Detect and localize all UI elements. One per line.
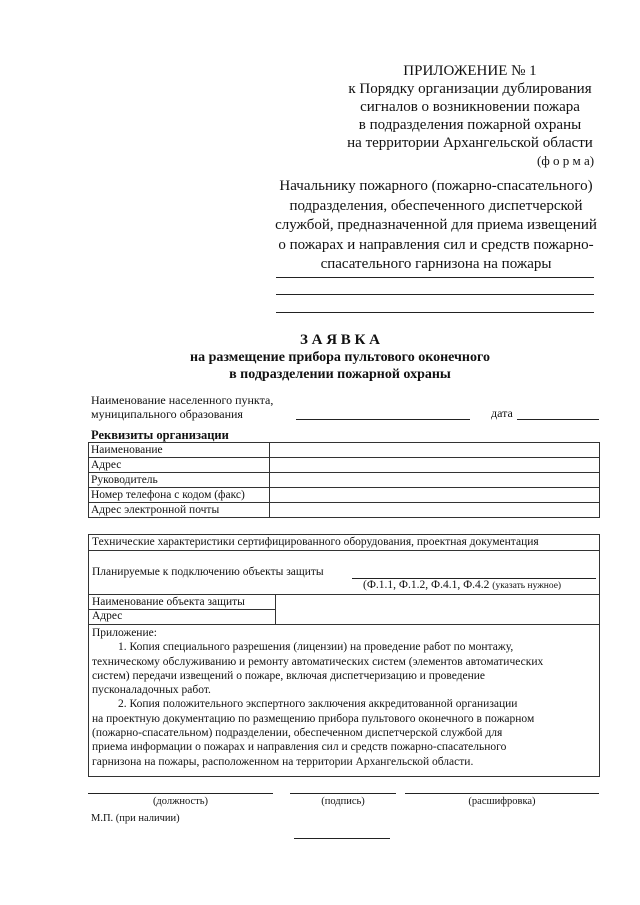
attachment-line: пусконаладочных работ. [92, 684, 211, 697]
attachment-line: (пожарно-спасательном) подразделении, обеспеченном диспетчерской службой для [92, 727, 503, 740]
addressee-line: службой, предназначенной для приема извещений [275, 217, 597, 233]
attachment-line: 1. Копия специального разрешения (лицензии) на проведение работ по монтажу, [118, 641, 514, 654]
specs-row [89, 535, 599, 551]
object-name-label: Наименование объекта защиты [92, 596, 245, 608]
table-row [89, 458, 600, 473]
object-address-label: Адрес [92, 610, 123, 622]
requisite-label: Наименование [89, 443, 270, 458]
attachments [92, 626, 596, 769]
form-mark: (ф о р м а) [537, 153, 595, 168]
object-value-cell[interactable] [275, 595, 600, 624]
appendix-block [330, 62, 610, 152]
heading-title: З А Я В К А [299, 332, 381, 348]
appendix-line: к Порядку организации дублирования [348, 81, 592, 97]
decoding-caption: (расшифровка) [468, 796, 536, 807]
attachment-line: техническому обслуживанию и ремонту автоматических систем (элементов автоматических [92, 655, 544, 668]
attachment-line: приема информации о пожарах и направления сил и средств пожарно-спасательного [92, 741, 507, 754]
requisite-label: Руководитель [89, 473, 270, 488]
attachment-line: 2. Копия положительного экспертного заключения аккредитованной организации [118, 698, 518, 711]
planned-objects-label: Планируемые к подключению объекты защиты [92, 566, 324, 578]
table-row [89, 503, 600, 518]
classes-text: (Ф.1.1, Ф.1.2, Ф.4.1, Ф.4.2 (указать нужное) [363, 579, 562, 591]
signature-caption: (подпись) [321, 796, 365, 807]
date-field[interactable] [517, 419, 599, 420]
requisite-label: Номер телефона с кодом (факс) [89, 488, 270, 503]
addressee-blank-line[interactable] [276, 277, 594, 278]
requisite-value-cell[interactable] [270, 458, 600, 473]
requisite-value-cell[interactable] [270, 443, 600, 458]
heading-line: в подразделении пожарной охраны [229, 367, 451, 382]
addressee-line: о пожарах и направления сил и средств пожарно- [278, 236, 594, 253]
object-section [89, 594, 599, 625]
settlement-label: Наименование населенного пункта, муниципального образования [91, 393, 274, 421]
requisites-table [88, 442, 600, 518]
settlement-field[interactable] [296, 419, 470, 420]
signature-field[interactable] [290, 793, 396, 794]
table-row [89, 488, 600, 503]
appendix-title: ПРИЛОЖЕНИЕ № 1 [403, 63, 537, 79]
tech-box [88, 534, 600, 777]
addressee-line: Начальнику пожарного (пожарно-спасательного) [279, 178, 593, 194]
stamp-date-field[interactable] [294, 838, 390, 839]
specs-label: Технические характеристики сертифицированного оборудования, проектная документация [92, 536, 539, 548]
position-field[interactable] [88, 793, 273, 794]
requisite-label: Адрес [89, 458, 270, 473]
addressee-line: спасательного гарнизона на пожары [320, 256, 552, 272]
table-row [89, 473, 600, 488]
heading-line: на размещение прибора пультового оконечного [190, 350, 490, 365]
attachment-line: систем) передачи извещений о пожаре, включая диспетчеризацию и проведение [92, 669, 486, 682]
appendix-line: на территории Архангельской области [347, 135, 593, 151]
requisite-value-cell[interactable] [270, 503, 600, 518]
requisite-value-cell[interactable] [270, 473, 600, 488]
addressee-blank-line[interactable] [276, 294, 594, 295]
attachment-line: на проектную документацию по размещению прибора пультового оконечного в пожарном [92, 712, 535, 725]
decoding-field[interactable] [405, 793, 599, 794]
appendix-line: в подразделения пожарной охраны [358, 117, 582, 133]
attachment-line: гарнизона на пожары, расположенном на территории Архангельской области. [92, 755, 474, 768]
addressee-line: подразделения, обеспеченного диспетчерской [289, 197, 583, 214]
table-row [89, 443, 600, 458]
addressee-block [272, 177, 600, 275]
appendix-line: сигналов о возникновении пожара [360, 99, 580, 115]
requisite-label: Адрес электронной почты [89, 503, 270, 518]
date-label: дата [491, 406, 513, 420]
addressee-blank-line[interactable] [276, 312, 594, 313]
requisites-title: Реквизиты организации [91, 428, 229, 442]
position-caption: (должность) [152, 796, 209, 807]
requisite-value-cell[interactable] [270, 488, 600, 503]
stamp-label: М.П. (при наличии) [91, 813, 180, 824]
document-heading [140, 331, 540, 383]
attachment-title: Приложение: [92, 627, 157, 639]
